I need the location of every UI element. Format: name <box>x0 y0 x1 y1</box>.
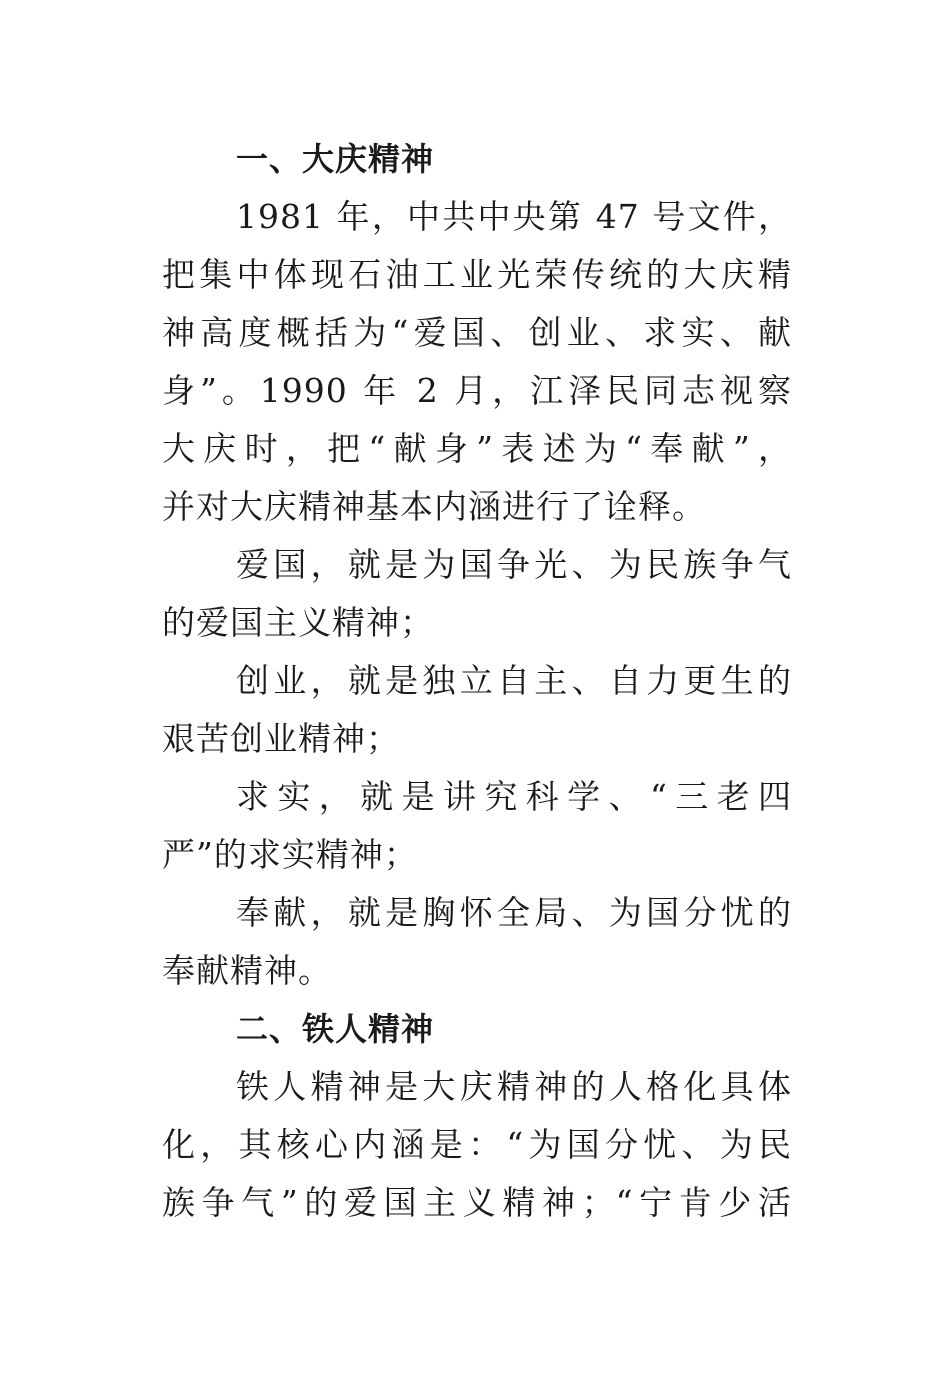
paragraph-dedication <box>162 884 792 1000</box>
paragraph-line: 化，其核心内涵是：“为国分忧、为民 <box>162 1125 792 1164</box>
paragraph-line: 严”的求实精神； <box>162 835 418 874</box>
document-page <box>162 130 792 1232</box>
paragraph-line: 把集中体现石油工业光荣传统的大庆精 <box>162 255 792 294</box>
paragraph-entrepreneurship <box>162 652 792 768</box>
paragraph-patriotism <box>162 536 792 652</box>
paragraph-line: 身”。1990 年 2 月，江泽民同志视察 <box>162 371 792 410</box>
paragraph-line: 艰苦创业精神； <box>162 719 400 758</box>
paragraph-line: 求实，就是讲究科学、“三老四 <box>236 777 792 816</box>
paragraph-line: 并对大庆精神基本内涵进行了诠释。 <box>162 487 706 526</box>
paragraph-line: 创业，就是独立自主、自力更生的 <box>236 661 792 700</box>
paragraph-intro <box>162 188 792 536</box>
paragraph-line: 的爱国主义精神； <box>162 603 434 642</box>
section-heading-iron-man-spirit: 二、铁人精神 <box>236 1010 435 1048</box>
paragraph-line: 奉献精神。 <box>162 951 332 990</box>
paragraph-line: 爱国，就是为国争光、为民族争气 <box>236 545 792 584</box>
paragraph-line: 族争气”的爱国主义精神；“宁肯少活 <box>162 1183 792 1222</box>
paragraph-truth-seeking <box>162 768 792 884</box>
paragraph-line: 神高度概括为“爱国、创业、求实、献 <box>162 313 792 352</box>
paragraph-iron-man <box>162 1058 792 1232</box>
paragraph-line: 铁人精神是大庆精神的人格化具体 <box>236 1067 792 1106</box>
paragraph-line: 大庆时，把“献身”表述为“奉献”， <box>162 429 792 468</box>
paragraph-line: 奉献，就是胸怀全局、为国分忧的 <box>236 893 792 932</box>
section-heading-daqing-spirit: 一、大庆精神 <box>236 140 435 178</box>
paragraph-line: 1981 年，中共中央第 47 号文件， <box>236 197 792 236</box>
